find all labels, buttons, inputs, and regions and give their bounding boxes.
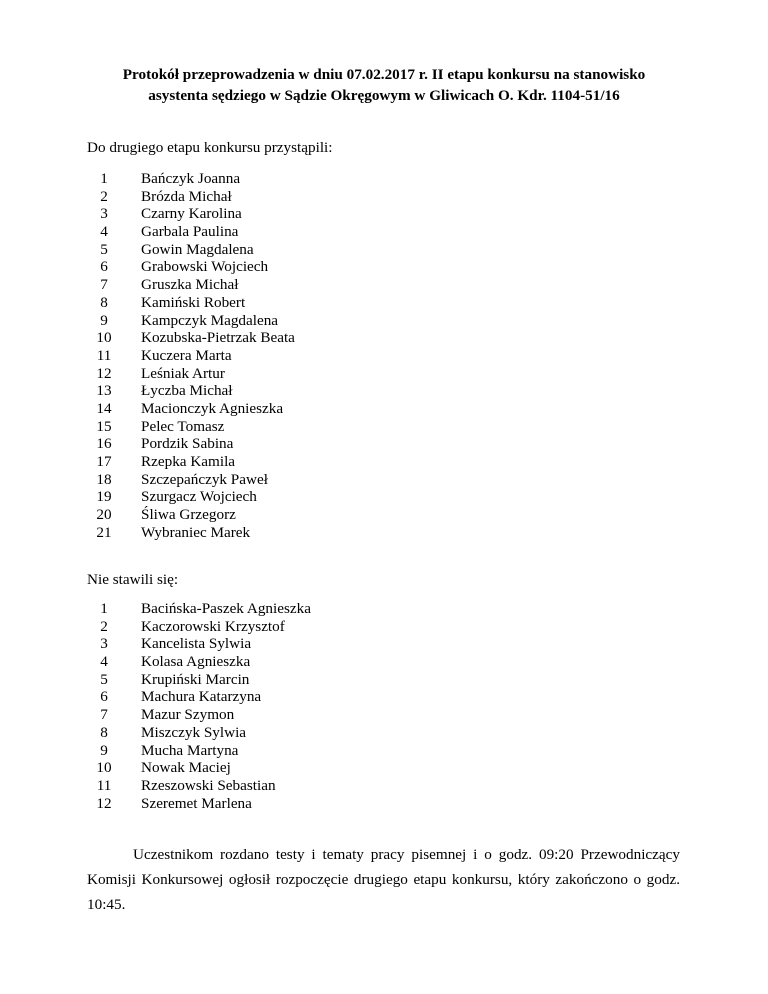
title-line-2: asystenta sędziego w Sądzie Okręgowym w Gliwicach O. Kdr. 1104-51/16 [148,87,620,104]
page-title [0,64,768,106]
item-number: 4 [100,223,108,241]
item-number: 15 [96,417,112,435]
item-name: Leśniak Artur [141,364,225,382]
item-number: 3 [100,635,108,653]
item-number: 12 [96,794,112,812]
item-number: 5 [100,240,108,258]
item-number: 21 [96,523,112,541]
item-number: 14 [96,399,112,417]
item-name: Macionczyk Agnieszka [141,399,284,417]
item-name: Machura Katarzyna [141,688,262,706]
item-name: Rzeszowski Sebastian [141,776,276,794]
item-number: 12 [96,364,112,382]
item-number: 5 [100,670,108,688]
item-name: Kozubska-Pietrzak Beata [141,329,295,347]
item-name: Pordzik Sabina [141,435,234,453]
item-name: Grabowski Wojciech [141,258,269,276]
item-name: Szczepańczyk Paweł [141,470,268,488]
item-name: Śliwa Grzegorz [141,506,236,524]
item-number: 6 [100,258,108,276]
item-name: Rzepka Kamila [141,453,236,470]
item-number: 10 [96,329,112,347]
item-number: 11 [96,346,112,364]
item-name: Gowin Magdalena [141,240,254,258]
present-heading: Do drugiego etapu konkursu przystąpili: [87,139,333,156]
item-name: Krupiński Marcin [141,670,250,688]
item-name: Bacińska-Paszek Agnieszka [141,600,311,617]
item-number: 19 [96,488,112,506]
absent-heading: Nie stawili się: [87,571,179,588]
item-name: Szurgacz Wojciech [141,488,257,506]
item-number: 7 [100,276,108,294]
item-number: 4 [100,653,108,671]
item-name: Bańczyk Joanna [141,170,241,187]
item-number: 16 [96,435,112,453]
item-name: Mucha Martyna [141,741,239,759]
item-number: 11 [96,776,112,794]
item-number: 13 [96,382,112,400]
item-name: Pelec Tomasz [141,417,225,435]
item-name: Szeremet Marlena [141,794,252,812]
item-name: Kolasa Agnieszka [141,653,251,671]
item-name: Gruszka Michał [141,276,239,294]
item-number: 2 [100,617,108,635]
item-name: Mazur Szymon [141,706,235,724]
item-number: 20 [96,506,112,524]
item-number: 17 [96,453,112,470]
title-line-1: Protokół przeprowadzenia w dniu 07.02.2017 r. II etapu konkursu na stanowisko [122,66,646,83]
item-name: Czarny Karolina [141,205,242,223]
item-number: 8 [100,723,108,741]
item-number: 9 [100,741,108,759]
item-number: 6 [100,688,108,706]
item-name: Kuczera Marta [141,346,232,364]
item-number: 3 [100,205,108,223]
item-name: Wybraniec Marek [141,523,251,541]
item-name: Kaczorowski Krzysztof [141,617,285,635]
item-name: Garbala Paulina [141,223,239,241]
item-name: Kamiński Robert [141,293,246,311]
item-number: 1 [100,600,108,617]
item-name: Nowak Maciej [141,759,231,777]
item-number: 8 [100,293,108,311]
item-name: Łyczba Michał [141,382,233,400]
item-number: 18 [96,470,112,488]
item-name: Kancelista Sylwia [141,635,252,653]
closing-paragraph: Uczestnikom rozdano testy i tematy pracy pisemnej i o godz. 09:20 Przewodniczący Komisji Konkursowej ogłosił rozpoczęcie drugiego etapu konkursu, który zakończono o godz. 10:45. [87,846,680,913]
item-number: 7 [100,706,108,724]
item-name: Miszczyk Sylwia [141,723,247,741]
item-name: Kampczyk Magdalena [141,311,279,329]
item-number: 2 [100,187,108,205]
item-number: 1 [100,170,108,187]
item-number: 9 [100,311,108,329]
item-name: Brózda Michał [141,187,232,205]
item-number: 10 [96,759,112,777]
